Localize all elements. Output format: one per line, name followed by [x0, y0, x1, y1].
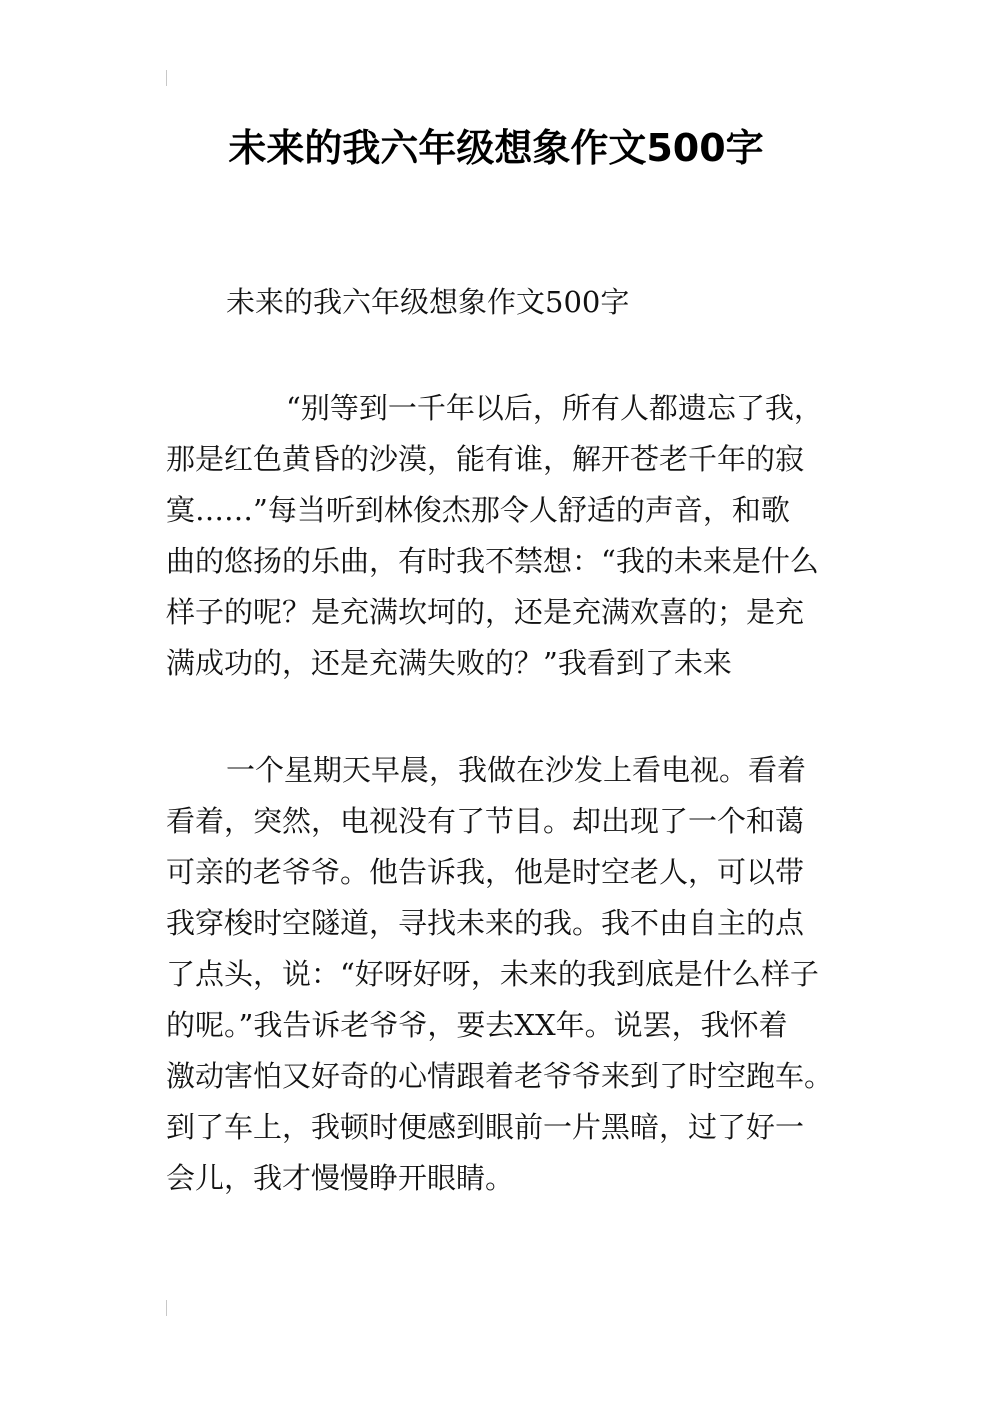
paragraph-1-line: 样子的呢？是充满坎坷的，还是充满欢喜的；是充	[166, 595, 805, 629]
page-title: 未来的我六年级想象作文500字	[228, 126, 764, 170]
paragraph-2-line: 看着，突然，电视没有了节目。却出现了一个和蔼	[166, 804, 805, 838]
paragraph-2-line: 可亲的老爷爷。他告诉我，他是时空老人，可以带	[166, 855, 805, 889]
paragraph-1-line: “别等到一千年以后，所有人都遗忘了我，	[286, 391, 823, 425]
paragraph-2-line: 到了车上，我顿时便感到眼前一片黑暗，过了好一	[166, 1110, 805, 1144]
paragraph-2-line: 激动害怕又好奇的心情跟着老爷爷来到了时空跑车。	[166, 1059, 834, 1093]
paragraph-2-line: 的呢。”我告诉老爷爷，要去XX年。说罢，我怀着	[166, 1008, 788, 1042]
paragraph-1-line: 曲的悠扬的乐曲，有时我不禁想：“我的未来是什么	[166, 544, 819, 578]
paragraph-2-line: 会儿，我才慢慢睁开眼睛。	[166, 1161, 515, 1195]
page-edge-mark-top	[166, 70, 167, 86]
page-edge-mark-bottom	[166, 1300, 167, 1316]
essay-subtitle: 未来的我六年级想象作文500字	[226, 285, 630, 319]
paragraph-2-line: 一个星期天早晨，我做在沙发上看电视。看着	[226, 753, 807, 787]
paragraph-1-line: 那是红色黄昏的沙漠，能有谁，解开苍老千年的寂	[166, 442, 805, 476]
paragraph-2-line: 了点头，说：“好呀好呀，未来的我到底是什么样子	[166, 957, 819, 991]
paragraph-2-line: 我穿梭时空隧道，寻找未来的我。我不由自主的点	[166, 906, 805, 940]
paragraph-1-line: 满成功的，还是充满失败的？”我看到了未来	[166, 646, 732, 680]
paragraph-1-line: 寞……”每当听到林俊杰那令人舒适的声音，和歌	[166, 493, 790, 527]
